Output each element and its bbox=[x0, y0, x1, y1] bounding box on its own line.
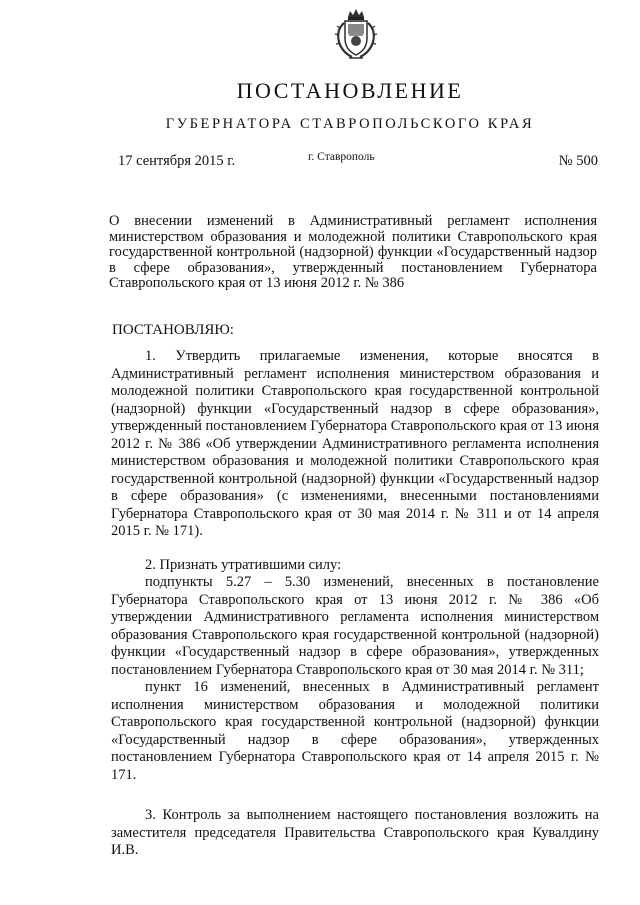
document-title: ПОСТАНОВЛЕНИЕ bbox=[236, 78, 464, 103]
paragraph-2-item-2: пункт 16 изменений, внесенных в Административный регламент исполнения министерством образования и молодежной политики Ставропольского края государственной контрольной (надзорной) функции «Государственный надзор в сфере образования», утвержденных постановлением Губернатора Ставропольского края от 14 апреля 2015 г. № 171. bbox=[111, 679, 599, 783]
document-body bbox=[111, 348, 599, 860]
document-number: № 500 bbox=[558, 153, 598, 169]
document-date: 17 сентября 2015 г. bbox=[118, 153, 236, 169]
document-city: г. Ставрополь bbox=[308, 151, 375, 163]
document-heading: О внесении изменений в Административный регламент исполнения министерством образования и молодежной политики Ставропольского края государственной контрольной (надзорной) функции «Государственный надзор в сфере образования», утвержденный постановлением Губернатора Ставропольского края от 13 июня 2012 г. № 386 bbox=[109, 213, 597, 291]
paragraph-1: 1. Утвердить прилагаемые изменения, которые вносятся в Административный регламент исполнения министерством образования и молодежной политики Ставропольского края государственной контрольной (надзорной) функции «Государственный надзор в сфере образования», утвержденный постановлением Губернатора Ставропольского края от 13 июня 2012 г. № 386 «Об утверждении Административного регламента исполнения министерством образования и молодежной политики Ставропольского края государственной контрольной (надзорной) функции «Государственный надзор в сфере образования» (с изменениями, внесенными постановлениями Губернатора Ставропольского края от 30 мая 2014 г. № 311 и от 14 апреля 2015 г. № 171). bbox=[111, 348, 599, 539]
resolve-label: ПОСТАНОВЛЯЮ: bbox=[112, 322, 234, 338]
coat-of-arms-emblem bbox=[334, 8, 378, 60]
document-subtitle: ГУБЕРНАТОРА СТАВРОПОЛЬСКОГО КРАЯ bbox=[165, 116, 535, 132]
paragraph-3: 3. Контроль за выполнением настоящего постановления возложить на заместителя председателя Правительства Ставропольского края Кувалдину И.В. bbox=[111, 807, 599, 858]
paragraph-2-item-1: подпункты 5.27 – 5.30 изменений, внесенных в постановление Губернатора Ставропольского края от 13 июня 2012 г. № 386 «Об утверждении Административного регламента исполнения министерством образования Ставропольского края государственной контрольной (надзорной) функции «Государственный надзор в сфере образования», утвержденных постановлением Губернатора Ставропольского края от 30 мая 2014 г. № 311; bbox=[111, 574, 599, 678]
paragraph-2: 2. Признать утратившими силу: bbox=[145, 556, 342, 573]
